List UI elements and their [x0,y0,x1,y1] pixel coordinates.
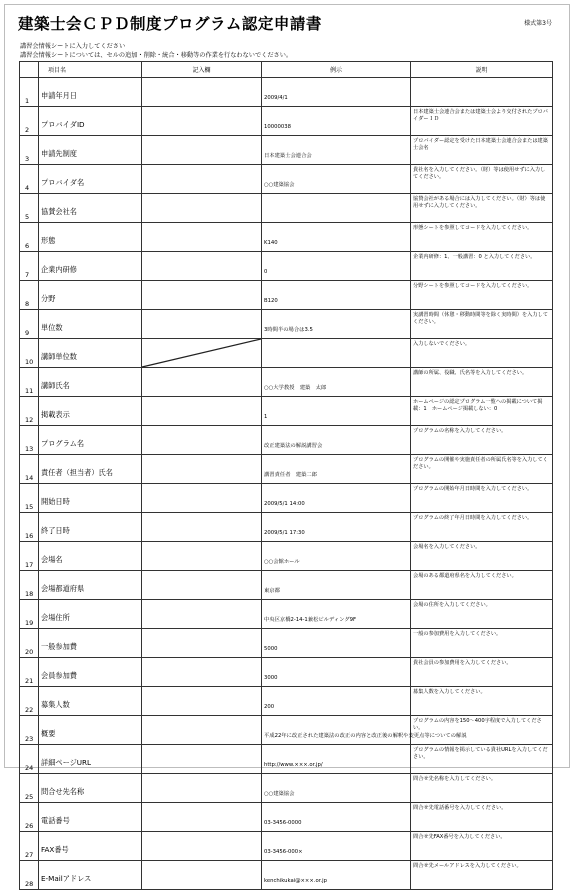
example-text: ○○大学教授 建築 太郎 [262,368,411,397]
description-text: プログラムの情報を掲示している貴社URLを入力してください。 [411,745,553,774]
example-text: http://www.×××.or.jp/ [262,745,411,774]
description-text: プロバイダー認定を受けた日本建築士会連合会または建築士会名 [411,136,553,165]
entry-cell[interactable] [142,165,262,194]
row-number: 10 [20,339,39,368]
row-number: 16 [20,513,39,542]
entry-cell[interactable] [142,861,262,890]
table-row [20,745,553,774]
row-number: 11 [20,368,39,397]
table-row [20,310,553,339]
description-text: 会場の住所を入力してください。 [411,600,553,629]
header-example: 例示 [262,62,411,78]
example-text: 2009/5/1 17:30 [262,513,411,542]
example-text: 中央区京橋2-14-1兼松ビルディング9F [262,600,411,629]
description-text: 募集人数を入力してください。 [411,687,553,716]
item-label: 問合せ先名称 [39,774,142,803]
entry-cell[interactable] [142,310,262,339]
item-label: 企業内研修 [39,252,142,281]
item-label: 概要 [39,716,142,745]
item-label: 募集人数 [39,687,142,716]
item-label: 単位数 [39,310,142,339]
row-number: 22 [20,687,39,716]
row-number: 7 [20,252,39,281]
row-number: 15 [20,484,39,513]
item-label: 会員参加費 [39,658,142,687]
entry-cell[interactable] [142,397,262,426]
row-number: 14 [20,455,39,484]
note-line-2: 講習会情報シートについては、セルの追加・削除・統合・移動等の作業を行なわないでください。 [20,52,293,59]
row-number: 19 [20,600,39,629]
row-number: 1 [20,78,39,107]
item-label: 申請先制度 [39,136,142,165]
table-row [20,455,553,484]
item-label: 終了日時 [39,513,142,542]
form-number: 様式第3号 [524,20,552,27]
example-text: ○○会館ホール [262,542,411,571]
page-title: 建築士会ＣＰＤ制度プログラム認定申請書 [18,15,322,33]
example-text: 1 [262,397,411,426]
example-text: 東京都 [262,571,411,600]
description-text: 問合せ先メールアドレスを入力してください。 [411,861,553,890]
item-label: E-Mailアドレス [39,861,142,890]
header-item: 項目名 [39,62,142,78]
entry-cell[interactable] [142,281,262,310]
description-text: 貴社会員の参加費用を入力してください。 [411,658,553,687]
row-number: 26 [20,803,39,832]
entry-cell[interactable] [142,600,262,629]
item-label: FAX番号 [39,832,142,861]
item-label: 責任者（担当者）氏名 [39,455,142,484]
description-text: ホームページの認定プログラム一覧への掲載について掲載：1 ホームページ掲載しない：0 [411,397,553,426]
item-label: プロバイダID [39,107,142,136]
item-label: 一般参加費 [39,629,142,658]
description-text: 企業内研修：1、一般講習：0 と入力してください。 [411,252,553,281]
application-table [19,61,553,890]
table-row [20,629,553,658]
row-number: 23 [20,716,39,745]
entry-cell[interactable] [142,745,262,774]
entry-cell[interactable] [142,687,262,716]
table-row [20,281,553,310]
row-number: 9 [20,310,39,339]
description-text: プログラムの内容を150～400字程度で入力してください。 [411,716,553,745]
description-text: 問合せ先電話番号を入力してください。 [411,803,553,832]
item-label: 開始日時 [39,484,142,513]
example-text: 5000 [262,629,411,658]
table-row [20,426,553,455]
row-number: 28 [20,861,39,890]
description-text: 会場名を入力してください。 [411,542,553,571]
entry-cell-disabled [142,339,262,368]
entry-cell[interactable] [142,571,262,600]
entry-cell[interactable] [142,426,262,455]
table-row [20,136,553,165]
entry-cell[interactable] [142,455,262,484]
entry-cell[interactable] [142,542,262,571]
item-label: 申請年月日 [39,78,142,107]
example-text: K140 [262,223,411,252]
item-label: 掲載表示 [39,397,142,426]
entry-cell[interactable] [142,513,262,542]
item-label: 会場住所 [39,600,142,629]
row-number: 6 [20,223,39,252]
row-number: 17 [20,542,39,571]
table-row [20,774,553,803]
description-text: 日本建築士会連合会または建築士会より交付されたプロバイダーＩＤ [411,107,553,136]
example-text: 改正建築法の解説講習会 [262,426,411,455]
table-row [20,194,553,223]
description-text: 実講習時間（休憩・移動時間等を除く実時間）を入力してください。 [411,310,553,339]
item-label: 協賛会社名 [39,194,142,223]
table-row [20,368,553,397]
table-row [20,484,553,513]
table-header-row [20,62,553,78]
item-label: 会場名 [39,542,142,571]
entry-cell[interactable] [142,484,262,513]
entry-cell[interactable] [142,107,262,136]
row-number: 27 [20,832,39,861]
item-label: プログラム名 [39,426,142,455]
row-number: 25 [20,774,39,803]
example-text: 平成22年に改正された建築法の改正の内容と改正後の解釈や変更点等についての解説 [262,716,411,745]
description-text: プログラムの終了年月日時間を入力してください。 [411,513,553,542]
example-text: kenchikukai@×××.or.jp [262,861,411,890]
example-text: 03-3456-000× [262,832,411,861]
table-row [20,223,553,252]
entry-cell[interactable] [142,774,262,803]
table-row [20,252,553,281]
entry-cell[interactable] [142,78,262,107]
item-label: 分野 [39,281,142,310]
table-body [20,78,553,890]
entry-cell[interactable] [142,658,262,687]
entry-cell[interactable] [142,252,262,281]
example-text: 講習責任者 建築二郎 [262,455,411,484]
diagonal-strike-line [142,339,261,367]
entry-cell[interactable] [142,194,262,223]
header-number-cell [20,62,39,78]
description-text [411,78,553,107]
example-text: ○○建築協会 [262,165,411,194]
row-number: 18 [20,571,39,600]
row-number: 20 [20,629,39,658]
description-text: 問合せ先名称を入力してください。 [411,774,553,803]
table-row [20,165,553,194]
note-line-1: 講習会情報シートに入力してください [20,43,126,50]
table-row [20,600,553,629]
table-row [20,861,553,890]
entry-cell[interactable] [142,223,262,252]
description-text: 講師の所属、役職、氏名等を入力してください。 [411,368,553,397]
table-row [20,107,553,136]
item-label: 会場都道府県 [39,571,142,600]
row-number: 8 [20,281,39,310]
example-text: 200 [262,687,411,716]
table-row [20,803,553,832]
item-label: 講師単位数 [39,339,142,368]
example-text: 2009/5/1 14:00 [262,484,411,513]
description-text: 分野シートを参照してコードを入力してください。 [411,281,553,310]
description-text: プログラムの開始年月日時間を入力してください。 [411,484,553,513]
table-row [20,513,553,542]
example-text: 0 [262,252,411,281]
row-number: 12 [20,397,39,426]
table-row [20,571,553,600]
description-text: 協賛会社がある場合には入力してください。（財）等は使用せずに入力してください。 [411,194,553,223]
description-text: プログラムの開催や実施責任者の所属氏名等を入力してください。 [411,455,553,484]
table-row [20,339,553,368]
row-number: 21 [20,658,39,687]
header-description: 説明 [411,62,553,78]
example-text [262,194,411,223]
table-row [20,832,553,861]
example-text: B120 [262,281,411,310]
row-number: 13 [20,426,39,455]
description-text: 形態シートを参照してコードを入力してください。 [411,223,553,252]
example-text: 3000 [262,658,411,687]
table-row [20,397,553,426]
description-text: プログラムの名称を入力してください。 [411,426,553,455]
example-text: 03-3456-0000 [262,803,411,832]
table-row [20,687,553,716]
entry-cell[interactable] [142,368,262,397]
example-text: 2009/4/1 [262,78,411,107]
example-text [262,339,411,368]
description-text: 貴社名を入力してください。（財）等は使用せずに入力してください。 [411,165,553,194]
item-label: 形態 [39,223,142,252]
item-label: プロバイダ名 [39,165,142,194]
table-row [20,542,553,571]
table-row [20,78,553,107]
description-text: 会場のある都道府県名を入力してください。 [411,571,553,600]
entry-cell[interactable] [142,716,262,745]
entry-cell[interactable] [142,832,262,861]
item-label: 詳細ページURL [39,745,142,774]
header-entry: 記入欄 [142,62,262,78]
table-row [20,716,553,745]
row-number: 4 [20,165,39,194]
item-label: 講師氏名 [39,368,142,397]
example-text: 3時間半の場合は3.5 [262,310,411,339]
row-number: 2 [20,107,39,136]
row-number: 24 [20,745,39,774]
description-text: 一般の参加費用を入力してください。 [411,629,553,658]
description-text: 問合せ先FAX番号を入力してください。 [411,832,553,861]
row-number: 3 [20,136,39,165]
item-label: 電話番号 [39,803,142,832]
entry-cell[interactable] [142,136,262,165]
example-text: 日本建築士会連合会 [262,136,411,165]
description-text: 入力しないでください。 [411,339,553,368]
entry-cell[interactable] [142,803,262,832]
example-text: ○○建築協会 [262,774,411,803]
row-number: 5 [20,194,39,223]
entry-cell[interactable] [142,629,262,658]
table-row [20,658,553,687]
example-text: 10000038 [262,107,411,136]
